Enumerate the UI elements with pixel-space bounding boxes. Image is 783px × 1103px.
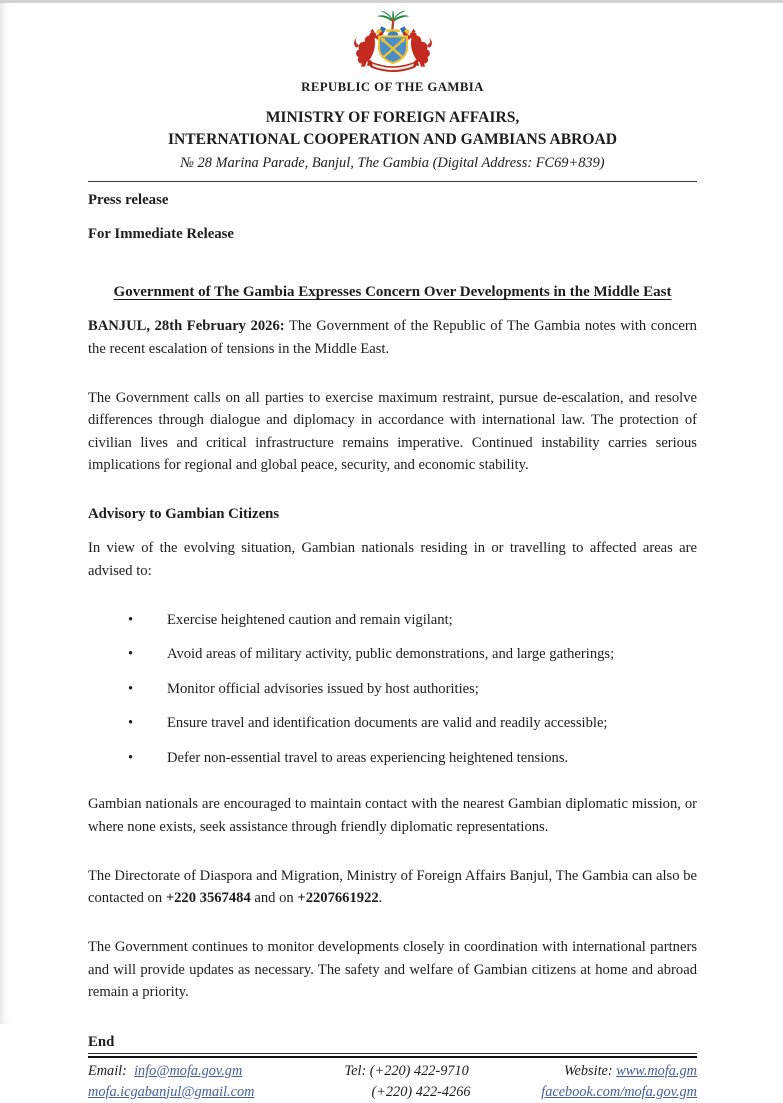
list-item (88, 609, 697, 632)
paragraph-1-text: The Government of the Republic of The Gambia notes with concern the recent escalation of tensions in the Middle East. (88, 318, 697, 357)
tel-label: Tel: (344, 1062, 367, 1079)
bullet-icon: • (128, 646, 134, 663)
bullet-text: Ensure travel and identification documents are valid and readily accessible; (167, 715, 608, 732)
footer-web-column (497, 1061, 697, 1103)
list-item (88, 678, 697, 701)
bullet-text: Defer non-essential travel to areas experiencing heightened tensions. (167, 749, 569, 766)
email-link-primary[interactable]: info@mofa.gov.gm (134, 1062, 243, 1079)
paragraph-6: The Government continues to monitor developments closely in coordination with international partners and will provide updates as necessary. The safety and welfare of Gambian citizens at home and abroad remain a priority. (88, 939, 697, 1001)
list-item (88, 747, 697, 770)
paragraph-dateline (88, 315, 697, 360)
bullet-icon: • (128, 611, 134, 628)
phone-number-1: +220 3567484 (165, 890, 251, 907)
paragraph-2: The Government calls on all parties to exercise maximum restraint, pursue de-escalation, and resolve differences through dialogue and diplomacy in accordance with international law. The protection of civilian lives and critical infrastructure remains imperative. Continued instability carries serious implications for regional and global peace, security, and economic stability. (88, 389, 697, 474)
gambia-coat-of-arms-icon (341, 10, 445, 72)
bullet-text: Exercise heightened caution and remain vigilant; (167, 611, 453, 628)
immediate-release-label: For Immediate Release (88, 226, 235, 242)
contacts-text-after: . (378, 890, 383, 907)
website-link[interactable]: www.mofa.gm (616, 1062, 697, 1079)
paragraph-contacts (88, 865, 697, 910)
facebook-link[interactable]: facebook.com/mofa.gov.gm (541, 1083, 697, 1100)
footer-tel-column (345, 1061, 471, 1103)
document-title: Government of The Gambia Expresses Concern Over Developments in the Middle East (113, 284, 672, 300)
tel-number-1: (+220) 422-9710 (369, 1062, 469, 1079)
advisory-bullet-list (88, 609, 697, 782)
email-label: Email: (88, 1062, 127, 1079)
bullet-icon: • (128, 680, 134, 697)
bullet-text: Avoid areas of military activity, public demonstrations, and large gatherings; (167, 646, 615, 663)
tel-number-2: (+220) 422-4266 (371, 1083, 471, 1100)
end-marker: End (88, 1033, 115, 1050)
list-item (88, 643, 697, 666)
ministry-line1: MINISTRY OF FOREIGN AFFAIRS, (265, 109, 520, 126)
bullet-icon: • (128, 749, 134, 766)
website-label: Website: (563, 1062, 613, 1079)
paragraph-4: Gambian nationals are encouraged to maintain contact with the nearest Gambian diplomatic mission, or where none exists, seek assistance through friendly diplomatic representations. (88, 796, 697, 835)
dateline: BANJUL, 28th February 2026: (88, 318, 285, 334)
footer-email-column (88, 1061, 318, 1103)
contacts-text-between: and on (250, 890, 298, 907)
crest-block (88, 10, 697, 95)
contacts-text-before: The Directorate of Diaspora and Migration, Ministry of Foreign Affairs Banjul, The Gambia can also be contacted on (88, 867, 697, 907)
email-link-secondary[interactable]: mofa.icgabanjul@gmail.com (88, 1083, 255, 1100)
footer-divider (88, 1053, 697, 1058)
bullet-text: Monitor official advisories issued by host authorities; (167, 680, 479, 697)
ministry-line2: INTERNATIONAL COOPERATION AND GAMBIANS ABROAD (167, 131, 618, 148)
header-divider (88, 181, 697, 182)
paragraph-3: In view of the evolving situation, Gambian nationals residing in or travelling to affected areas are advised to: (88, 540, 697, 579)
bullet-icon: • (128, 715, 134, 732)
ministry-name (88, 107, 697, 151)
phone-number-2: +2207661922 (297, 890, 379, 907)
list-item (88, 712, 697, 735)
letterhead-footer (88, 1053, 697, 1103)
republic-caption: REPUBLIC OF THE GAMBIA (301, 80, 484, 94)
ministry-address: № 28 Marina Parade, Banjul, The Gambia (Digital Address: FC69+839) (180, 155, 605, 171)
press-release-label: Press release (88, 192, 169, 208)
advisory-heading: Advisory to Gambian Citizens (88, 506, 280, 523)
